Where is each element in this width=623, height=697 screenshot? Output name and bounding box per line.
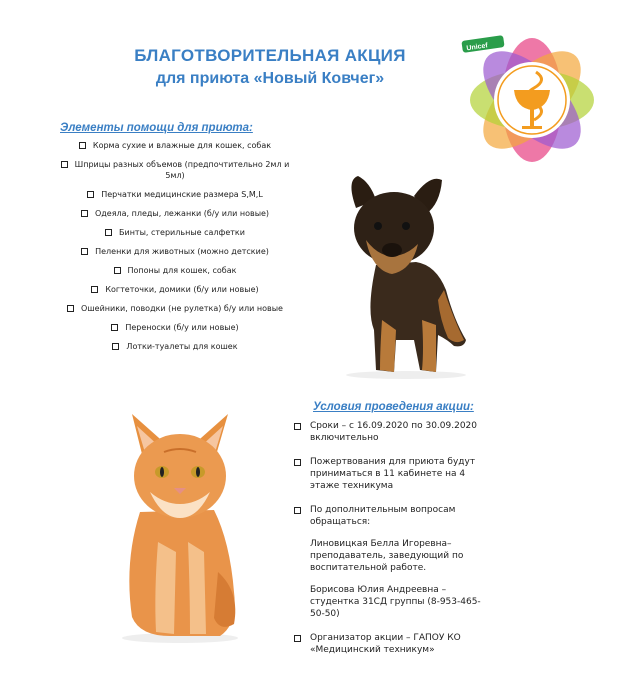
conditions-dates: Сроки – с 16.09.2020 по 30.09.2020 включительно xyxy=(310,421,477,443)
conditions-donations: Пожертвования для приюта будут приниматься в 11 кабинете на 4 этаже техникума xyxy=(310,457,476,491)
logo-tag: Unicef xyxy=(466,42,489,53)
checkbox-icon xyxy=(294,423,301,430)
checkbox-icon xyxy=(294,635,301,642)
help-item-label: Пеленки для животных (можно детские) xyxy=(95,247,269,256)
list-item xyxy=(292,504,492,620)
checkbox-icon xyxy=(112,343,119,350)
list-item xyxy=(55,303,295,314)
checkbox-icon xyxy=(81,210,88,217)
page-title xyxy=(90,46,450,88)
checkbox-icon xyxy=(91,286,98,293)
checkbox-icon xyxy=(61,161,68,168)
checkbox-icon xyxy=(79,142,86,149)
medical-college-logo xyxy=(460,32,600,162)
list-item xyxy=(55,189,295,200)
list-item xyxy=(55,140,295,151)
help-heading: Элементы помощи для приюта: xyxy=(60,122,253,134)
help-item-label: Переноски (б/у или новые) xyxy=(125,323,239,332)
list-item xyxy=(292,420,492,444)
contact-1: Линовицкая Белла Игоревна– преподаватель, заведующий по воспитательной работе. xyxy=(310,539,464,573)
title-line-2: для приюта «Новый Ковчег» xyxy=(155,70,385,87)
contact-2: Борисова Юлия Андреевна – студентка 31СД группы (8-953-465-50-50) xyxy=(310,585,481,619)
list-item xyxy=(292,456,492,492)
help-item-label: Лотки-туалеты для кошек xyxy=(126,342,238,351)
list-item xyxy=(55,208,295,219)
conditions-heading: Условия проведения акции: xyxy=(313,401,474,413)
list-item xyxy=(55,284,295,295)
help-item-label: Одеяла, пледы, лежанки (б/у или новые) xyxy=(94,209,270,218)
list-item xyxy=(55,159,295,181)
list-item xyxy=(55,265,295,276)
puppy-image xyxy=(336,170,481,382)
checkbox-icon xyxy=(114,267,121,274)
list-item xyxy=(55,246,295,257)
list-item xyxy=(55,341,295,352)
help-item-label: Бинты, стерильные салфетки xyxy=(119,228,245,237)
list-item xyxy=(292,632,492,656)
checkbox-icon xyxy=(67,305,74,312)
help-items-list xyxy=(55,140,295,360)
checkbox-icon xyxy=(294,459,301,466)
conditions-organizer: Организатор акции – ГАПОУ КО «Медицинский техникум» xyxy=(310,633,461,655)
title-line-1: БЛАГОТВОРИТЕЛЬНАЯ АКЦИЯ xyxy=(134,46,406,65)
help-item-label: Перчатки медицинские размера S,M,L xyxy=(101,190,263,199)
list-item xyxy=(55,227,295,238)
help-item-label: Корма сухие и влажные для кошек, собак xyxy=(92,141,272,150)
help-item-label: Ошейники, поводки (не рулетка) б/у или новые xyxy=(81,304,283,313)
checkbox-icon xyxy=(111,324,118,331)
help-item-label: Попоны для кошек, собак xyxy=(127,266,237,275)
conditions-contacts-intro: По дополнительным вопросам обращаться: xyxy=(310,505,456,527)
checkbox-icon xyxy=(294,507,301,514)
help-item-label: Когтеточки, домики (б/у или новые) xyxy=(105,285,259,294)
checkbox-icon xyxy=(87,191,94,198)
help-item-label: Шприцы разных объемов (предпочтительно 2мл и 5мл) xyxy=(74,160,290,180)
kitten-image xyxy=(110,392,250,644)
checkbox-icon xyxy=(105,229,112,236)
checkbox-icon xyxy=(81,248,88,255)
list-item xyxy=(55,322,295,333)
conditions-list xyxy=(292,420,492,668)
